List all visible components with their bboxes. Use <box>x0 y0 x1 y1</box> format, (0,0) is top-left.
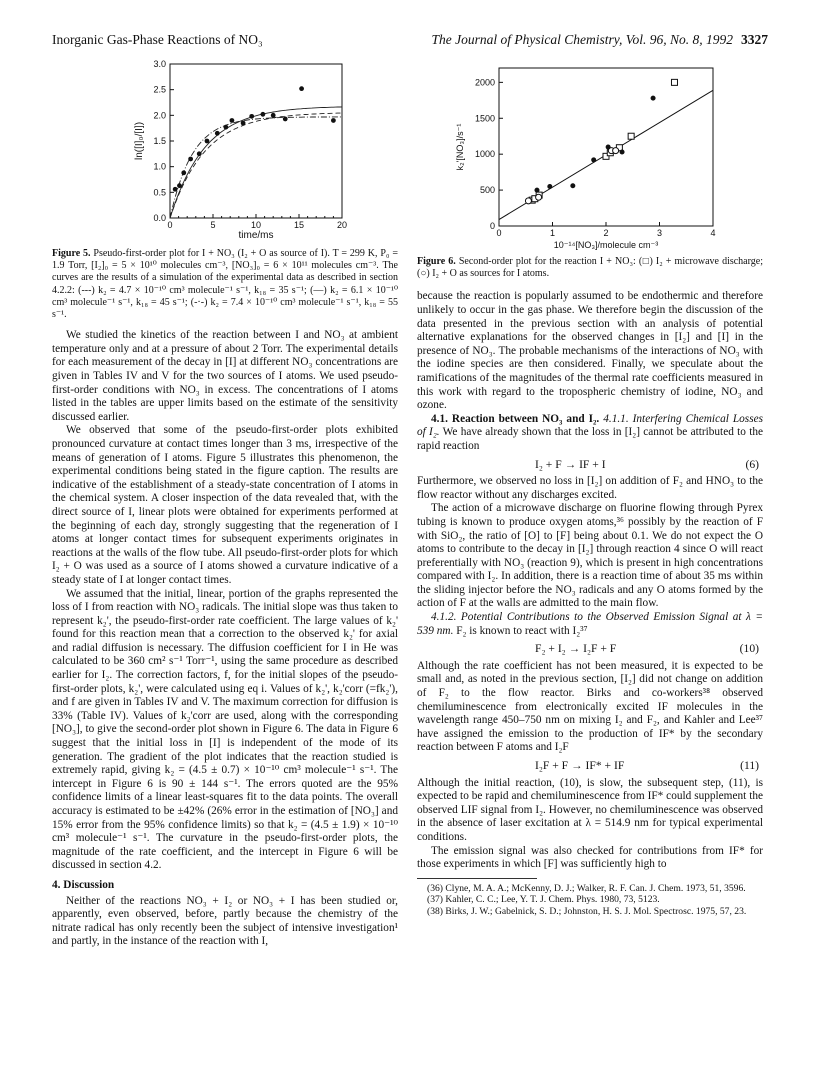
footnote-rule <box>417 878 537 879</box>
equation-6 <box>417 454 763 476</box>
data-point <box>205 139 210 144</box>
subsubsection-heading: 4.1.1. Interfering Chemical Losses of I₂. <box>417 412 763 439</box>
data-point <box>241 121 246 126</box>
y-tick-label: 2.0 <box>153 110 166 121</box>
simulation-curve <box>170 107 342 218</box>
data-point <box>181 170 186 175</box>
y-tick-label: 1.5 <box>153 136 166 146</box>
y-tick-label: 1500 <box>474 113 495 124</box>
equation-number: (10) <box>739 642 759 656</box>
reference: (37) Kahler, C. C.; Lee, Y. T. J. Chem. Phys. 1980, 73, 5123. <box>427 894 660 906</box>
data-point <box>591 157 596 162</box>
equation-number: (11) <box>740 759 759 772</box>
left-column <box>52 58 398 949</box>
x-tick-label: 5 <box>210 220 216 230</box>
journal-citation: The Journal of Physical Chemistry, Vol. 96, No. 8, 1992 <box>431 32 733 47</box>
x-tick-label: 20 <box>336 220 348 230</box>
data-point <box>534 188 539 193</box>
x-tick-label: 0 <box>496 228 502 238</box>
data-point <box>651 96 656 101</box>
y-tick-label: 0.5 <box>153 187 166 198</box>
paragraph: Furthermore, we observed no loss in [I₂] on addition of F₂ and HNO₃ to the flow reactor without any discharges excited. <box>417 475 763 501</box>
subsubsection-heading: 4.1.2. Potential Contributions to the Observed Emission Signal at λ = 539 nm. <box>417 611 763 637</box>
page-number: 3327 <box>741 32 768 47</box>
paragraph: because the reaction is popularly assumed to be endothermic and therefore unlikely to occur in the gas phase. We therefore begin the discussion of the data presented in the previous section with an analysis of potential alternative explanations for the observed changes in [I₂] and [I] in the presence of NO₃. The probable mechanisms of the interactions of NO₃ with the iodine species are then considered. Finally, we speculate about the ramifications of the magnitudes of the thermal rate coefficients measured in this work with regard to the tropospheric chemistry of iodine, NO₃ and ozone. <box>417 290 763 412</box>
plot-frame <box>170 64 342 218</box>
figure-5-label: Figure 5. <box>52 248 91 259</box>
data-point <box>173 187 178 192</box>
data-point <box>260 112 265 117</box>
x-tick-label: 2 <box>603 228 609 238</box>
figure-6-caption <box>417 256 763 280</box>
x-tick-label: 15 <box>293 220 305 230</box>
data-point-square <box>628 133 634 139</box>
data-point <box>283 117 288 122</box>
y-axis-label: k₂'[NO₃]/s⁻¹ <box>455 123 465 171</box>
data-point <box>188 157 193 162</box>
data-point <box>197 151 202 156</box>
data-point-circle <box>613 148 619 154</box>
y-tick-label: 3.0 <box>153 59 166 69</box>
reference: (36) Clyne, M. A. A.; McKenny, D. J.; Walker, R. F. Can. J. Chem. 1973, 51, 3596. <box>427 882 746 894</box>
data-point <box>177 183 182 188</box>
y-tick-label: 2000 <box>474 77 495 88</box>
data-point <box>230 118 235 123</box>
paragraph: We assumed that the initial, linear, portion of the graphs represented the loss of I from reaction with NO₃ radicals. The initial slope was thus taken to represent k₂', the pseudo-first-order rate coefficient. The large values of k₂' found for this reaction mean that a correction to the observed k₂' for axial and radial diffusion is necessary. The diffusion coefficient for I in He was calculated to be 360 cm² s⁻¹ Torr⁻¹, using the same procedure as described earlier for I₂. The correction factors, f, for the initial slopes of the pseudo-first-order plots, k₂', were calculated using eq i. Values of k₂', k₂'corr (=fk₂'), and f are given in Tables IV and V. The maximum correction for diffusion is 33% (Table IV). Values of k₂'corr are used, along with the corresponding [NO₃], to give the second-order plot shown in Figure 6. The data in Figure 6 suggest that the initial loss in [I] is independent of the mode of its generation. The gradient of the plot indicates that the reaction studied is extremely rapid, giving k₂ = (4.5 ± 0.7) × 10⁻¹⁰ cm³ molecule⁻¹ s⁻¹. The intercept in Figure 6 is 90 ± 144 s⁻¹. The errors quoted are the 95% confidence limits of a linear least-squares fit to the data points. The overall accuracy is estimated to be ±42% (26% error in the estimation of [NO₃] and 15% error from the 95% confidence limits) so that k₂ = (4.5 ± 1.9) × 10⁻¹⁰ cm³ molecule⁻¹ s⁻¹. The curvature in the pseudo-first-order plots, the magnitude of the rate coefficient, and the intercept in Figure 6 will be discussed in section 4.2. <box>52 587 398 872</box>
equation-number: (6) <box>745 457 759 471</box>
paragraph: Neither of the reactions NO₃ + I₂ or NO₃ + I has been studied or, apparently, even observed, before, partly because the chemistry of the nitrate radical has only recently been the subject of intensive investigation¹ and partly, in the instance of the reaction with I, <box>52 894 398 948</box>
data-point <box>249 114 254 119</box>
paragraph: The emission signal was also checked for contributions from IF* for those experiments in which [F] was sufficiently high to <box>417 844 763 871</box>
paragraph: Although the initial reaction, (10), is slow, the subsequent step, (11), is expected to be rapid and chemiluminescence from IF* could supplement the observed LIF signal from I₂. However, no chemiluminescence was observed in the absence of laser excitation at λ = 514.9 nm for typical experimental conditions. <box>417 776 763 843</box>
data-point-circle <box>536 194 542 200</box>
subsection-heading: 4.1. Reaction between NO₃ and I₂. <box>431 412 600 425</box>
data-point <box>299 86 304 91</box>
y-tick-label: 0.0 <box>153 213 166 223</box>
figure-6-caption-text: Second-order plot for the reaction I + NO₃: (□) I₂ + microwave discharge; (○) I₂ + O as sources for I atoms. <box>417 256 763 280</box>
data-point <box>606 145 611 150</box>
x-tick-label: 3 <box>656 228 663 238</box>
paragraph: The action of a microwave discharge on fluorine flowing through Pyrex tubing is known to produce oxygen atoms,³⁶ possibly by the reaction of F with SiO₂, the ratio of [O] to [F] being about 0.1. We do not expect the O atoms to contribute to the decay in [I₂] through reaction 4 since O will react preferentially with NO₃ (reaction 9), which is present in high concentrations compared with I₂. In addition, there is a reaction time of about 35 ms within the sliding injector before the NO₃ radicals and any O atoms formed by the action of F at the walls are admitted to the main flow. <box>417 502 763 610</box>
y-tick-label: 500 <box>479 185 495 196</box>
data-point <box>271 113 276 118</box>
equation-body: F₂ + I₂ → I₂F + F <box>535 642 617 656</box>
section-heading: 4. Discussion <box>52 878 115 891</box>
y-tick-label: 0 <box>489 221 495 231</box>
equation-body: I₂ + F → IF + I <box>535 457 606 471</box>
paragraph-text: We have already shown that the loss in [I₂] cannot be attributed to the rapid reaction <box>417 426 763 452</box>
figure-5-caption-text: Pseudo-first-order plot for I + NO₃ (I₂ + O as source of I). T = 299 K, P₀ = 1.9 Torr, [I₂]₀ = 5 × 10¹⁰ molecules cm⁻³, [NO₃]₀ = 6 × 10¹¹ molecules cm⁻³. The curves are the results of a simulation of the experimental data as described in section 4.2.2: (---) k₂ = 4.7 × 10⁻¹⁰ cm³ molecule⁻¹ s⁻¹, k₁₈ = 35 s⁻¹; (—) k₂ = 6.1 × 10⁻¹⁰ cm³ molecule⁻¹ s⁻¹, k₁₈ = 45 s⁻¹; (-·-) k₂ = 7.4 × 10⁻¹⁰ cm³ molecule⁻¹ s⁻¹, k₁₈ = 55 s⁻¹. <box>52 248 398 321</box>
y-tick-label: 2.5 <box>153 84 166 95</box>
y-axis-label: ln([I]₀/[I]) <box>134 121 145 161</box>
paragraph: We studied the kinetics of the reaction between I and NO₃ at ambient temperature only and at a pressure of about 2 Torr. The experimental details for each measurement of the decay in [I] at different NO₃ concentrations are given in Tables IV and V for the two sources of I atoms. We used pseudo-first-order conditions with NO₃ in excess. The concentrations of I atoms listed in the tables are upper limits based on the estimate of the sensitivity discussed earlier. <box>52 329 398 423</box>
x-axis-label: time/ms <box>238 230 274 241</box>
paragraph: We observed that some of the pseudo-first-order plots exhibited pronounced curvature at contact times longer than 3 ms, irrespective of the means of generation of I atoms. Figure 5 illustrates this phenomenon, the experimental conditions being stated in the figure caption. The results are indicative of the establishment of a steady-state concentration of I atoms in the chemical system. A closer inspection of the data revealed that, with the direct source of I, linear plots were obtained for experiments performed at the beginning of each day, strongly suggesting that the regeneration of I atoms at longer contact times for subsequent experiments originates in reactions at the walls of the flow tube. All pseudo-first-order plots for which I₂ + O was used as a source of I atoms showed a curvature indicative of a steady state of I at longer contact times. <box>52 424 398 586</box>
paragraph <box>417 611 763 638</box>
equation-11 <box>417 755 763 777</box>
figure-5-caption <box>52 248 398 321</box>
data-point-square <box>671 79 677 85</box>
right-column <box>417 58 763 918</box>
figure-5-chart <box>52 58 398 244</box>
reference: (38) Birks, J. W.; Gabelnick, S. D.; Johnston, H. S. J. Mol. Spectrosc. 1975, 57, 23. <box>427 905 747 917</box>
x-tick-label: 10 <box>250 220 262 230</box>
simulation-curve <box>170 117 342 218</box>
data-point-circle <box>525 198 531 204</box>
data-point <box>224 125 229 130</box>
x-tick-label: 1 <box>549 228 556 238</box>
equation-10 <box>417 638 763 660</box>
y-tick-label: 1000 <box>474 149 495 160</box>
paragraph-text: F₂ is known to react with I₂³⁷ <box>453 624 588 637</box>
figure-6-chart <box>417 58 763 254</box>
journal-header <box>432 32 769 48</box>
data-point <box>620 150 625 155</box>
data-point <box>215 131 220 136</box>
simulation-curve <box>170 113 342 218</box>
paragraph: Although the rate coefficient has not been measured, it is expected to be small and, as noted in the previous section, [I₂] did not change on addition of F₂ to the flow reactor. Birks and co-workers³⁸ observed chemiluminescence from electronically excited IF molecules in the wavelength range 450–750 nm on mixing I₂ and F₂, and Kahler and Lee³⁷ have assigned the emission to the production of IF* by the secondary reaction between F atoms and I₂F <box>417 659 763 754</box>
references <box>417 883 763 918</box>
data-point <box>331 118 336 123</box>
y-tick-label: 1.0 <box>153 161 166 172</box>
running-head: Inorganic Gas-Phase Reactions of NO₃ <box>52 32 263 47</box>
paragraph <box>417 413 763 454</box>
data-point <box>570 183 575 188</box>
x-axis-label: 10⁻¹⁴[NO₃]/molecule cm⁻³ <box>553 240 659 250</box>
x-tick-label: 4 <box>710 228 716 238</box>
data-point <box>547 184 552 189</box>
equation-body: I₂F + F → IF* + IF <box>535 759 625 772</box>
x-tick-label: 0 <box>167 220 173 230</box>
figure-6-label: Figure 6. <box>417 256 456 267</box>
